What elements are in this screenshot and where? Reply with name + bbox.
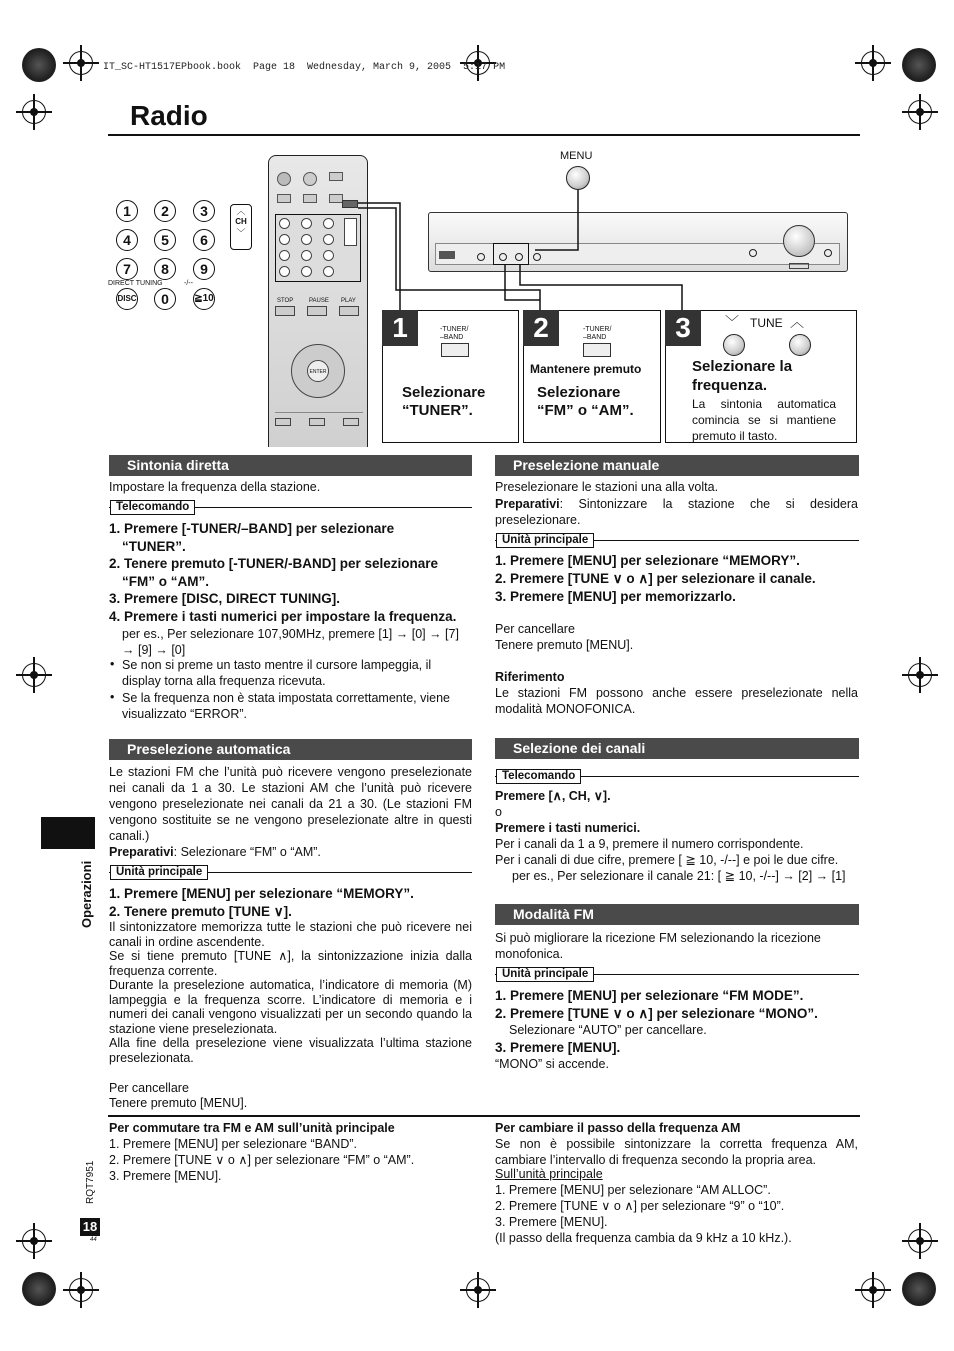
ten-key: ≧10 xyxy=(193,288,215,310)
registration-mark xyxy=(855,1272,891,1308)
footer-right-intro: Se non è possibile sintonizzare la corretta frequenza AM, cambiare l’intervallo di frequenza secondo la propria area. xyxy=(495,1137,858,1167)
step1-button-label: -TUNER/ –BAND xyxy=(440,326,469,341)
registration-mark xyxy=(460,1272,496,1308)
fm-sub-3: “MONO” si accende. xyxy=(495,1057,609,1071)
num-key-2: 2 xyxy=(154,200,176,222)
step2-hold-text: Mantenere premuto xyxy=(530,362,642,376)
footer-left-line-1: 1. Premere [MENU] per selezionare “BAND”. xyxy=(109,1137,357,1151)
channel-or: o xyxy=(495,805,502,819)
num-key-8: 8 xyxy=(154,258,176,280)
manual-prep-label: Preparativi xyxy=(495,497,560,511)
step2-text: Selezionare “FM” o “AM”. xyxy=(537,384,634,419)
page-number: 18 xyxy=(80,1218,100,1236)
tag-unita-principale: Unità principale xyxy=(496,967,594,982)
disc-key: DISC xyxy=(116,288,138,310)
num-key-6: 6 xyxy=(193,229,215,251)
fm-step-1: 1. Premere [MENU] per selezionare “FM MODE”. xyxy=(495,988,804,1003)
fm-step-3: 3. Premere [MENU]. xyxy=(495,1040,621,1055)
manual-step-3: 3. Premere [MENU] per memorizzarlo. xyxy=(495,589,736,604)
manual-prep-text: : Sintonizzare la stazione che si desidera preselezionare. xyxy=(495,497,858,527)
chevron-down-icon: ﹀ xyxy=(725,314,739,330)
auto-body-3: Durante la preselezione automatica, l’indicatore di memoria (M) lampeggia e la frequenza scorre. L’indicatore di memoria e i numeri dei canali vengono visualizzati per un secondo quando la stazione viene preselezionata. xyxy=(109,978,472,1036)
manual-cancel-text: Tenere premuto [MENU]. xyxy=(495,638,634,652)
channel-line-2: Premere i tasti numerici. xyxy=(495,821,641,835)
manual-step-2: 2. Premere [TUNE ∨ o ∧] per selezionare il canale. xyxy=(495,571,816,586)
step1-text: Selezionare “TUNER”. xyxy=(402,384,486,419)
bullet-icon: • xyxy=(110,657,115,671)
auto-cancel-text: Tenere premuto [MENU]. xyxy=(109,1096,248,1110)
footer-right-sub: Sull’unità principale xyxy=(495,1167,603,1181)
doc-code: RQT7951 xyxy=(85,1160,96,1204)
step1-number: 1 xyxy=(382,310,418,346)
tune-label: TUNE xyxy=(750,316,783,330)
side-label: Operazioni xyxy=(79,860,94,928)
num-key-9: 9 xyxy=(193,258,215,280)
auto-cancel-title: Per cancellare xyxy=(109,1081,189,1095)
footer-left-line-2: 2. Premere [TUNE ∨ o ∧] per selezionare “FM” o “AM”. xyxy=(109,1153,415,1167)
section-heading-preselezione-manuale: Preselezione manuale xyxy=(495,455,859,476)
step2-tuner-band-button[interactable] xyxy=(583,343,611,357)
footer-right-line-3: 3. Premere [MENU]. xyxy=(495,1215,608,1229)
registration-mark xyxy=(63,1272,99,1308)
small-number: 44 xyxy=(90,1237,97,1243)
step2-number: 2 xyxy=(523,310,559,346)
sintonia-step-3: 3. Premere [DISC, DIRECT TUNING]. xyxy=(109,591,341,606)
auto-step-2: 2. Tenere premuto [TUNE ∨]. xyxy=(109,904,292,919)
section-heading-preselezione-automatica: Preselezione automatica xyxy=(109,739,472,760)
step3-title: Selezionare la frequenza. xyxy=(692,358,793,394)
step3-text: La sintonia automatica comincia se si mantiene premuto il tasto. xyxy=(692,397,836,443)
tag-telecomando: Telecomando xyxy=(496,769,581,784)
sintonia-bullet-1: Se non si preme un tasto mentre il cursore lampeggia, il display torna alla frequenza ricevuta. xyxy=(122,658,432,688)
remote-enter-button: ENTER xyxy=(307,360,329,382)
step3-number: 3 xyxy=(665,310,701,346)
footer-rule xyxy=(108,1115,860,1117)
tune-up-button[interactable] xyxy=(789,334,811,356)
num-key-4: 4 xyxy=(116,229,138,251)
header-line: IT_SC-HT1517EPbook.book Page 18 Wednesday, March 9, 2005 5:17 PM xyxy=(103,62,506,73)
page-title: Radio xyxy=(130,100,208,131)
auto-prep-text: : Selezionare “FM” o “AM”. xyxy=(173,845,321,859)
chevron-down-icon: ﹀ xyxy=(236,228,246,238)
auto-body-2: Se si tiene premuto [TUNE ∧], la sintonizzazione inizia dalla frequenza corrente. xyxy=(109,949,472,978)
channel-line-5: per es., Per selezionare il canale 21: [ ≧ 10, -/--] → [2] → [1] xyxy=(512,869,846,883)
channel-line-4: Per i canali di due cifre, premere [ ≧ 10, -/--] e poi le due cifre. xyxy=(495,853,839,867)
manual-ref-title: Riferimento xyxy=(495,670,565,684)
tune-down-button[interactable] xyxy=(723,334,745,356)
registration-mark xyxy=(902,1223,938,1259)
auto-prep xyxy=(109,844,321,860)
footer-left-title: Per commutare tra FM e AM sull’unità principale xyxy=(109,1121,395,1135)
sintonia-intro: Impostare la frequenza della stazione. xyxy=(109,480,321,494)
fm-intro: Si può migliorare la ricezione FM selezionando la ricezione monofonica. xyxy=(495,931,821,961)
num-key-0: 0 xyxy=(154,288,176,310)
direct-tuning-label: DIRECT TUNING xyxy=(108,280,163,287)
auto-prep-label: Preparativi xyxy=(109,845,174,859)
tag-unita-principale: Unità principale xyxy=(496,533,594,548)
auto-step-1: 1. Premere [MENU] per selezionare “MEMORY”. xyxy=(109,886,414,901)
num-key-7: 7 xyxy=(116,258,138,280)
auto-body-4: Alla fine della preselezione viene visualizzata l’ultima stazione preselezionata. xyxy=(109,1036,472,1065)
step1-tuner-band-button[interactable] xyxy=(441,343,469,357)
tag-telecomando: Telecomando xyxy=(110,500,195,515)
ch-label: CH xyxy=(235,217,247,226)
manual-ref-text: Le stazioni FM possono anche essere preselezionate nella modalità MONOFONICA. xyxy=(495,686,858,716)
remote-pause-label: PAUSE xyxy=(309,298,329,304)
manual-cancel-title: Per cancellare xyxy=(495,622,575,636)
minus-label: -/-- xyxy=(184,280,193,287)
section-heading-selezione-canali: Selezione dei canali xyxy=(495,738,859,759)
auto-intro: Le stazioni FM che l’unità può ricevere vengono preselezionate nei canali da 1 a 30. Le stazioni AM che l’unità può ricevere vengono preselezionate nei canali da 21 a 30. (Le stazioni FM vengono sostituite se ne vengono preselezionate altre in questi canali.) xyxy=(109,765,472,843)
fm-sub-2: Selezionare “AUTO” per cancellare. xyxy=(509,1023,707,1037)
remote-play-label: PLAY xyxy=(341,298,356,304)
num-key-5: 5 xyxy=(154,229,176,251)
footer-left-line-3: 3. Premere [MENU]. xyxy=(109,1169,222,1183)
corner-dot xyxy=(22,1272,56,1306)
step2-button-label: -TUNER/ –BAND xyxy=(583,326,612,341)
sintonia-example: per es., Per selezionare 107,90MHz, premere [1] → [0] → [7] → [9] → [0] xyxy=(122,627,459,657)
footer-right-line-2: 2. Premere [TUNE ∨ o ∧] per selezionare “9” o “10”. xyxy=(495,1199,785,1213)
sintonia-bullet-2: Se la frequenza non è stata impostata correttamente, viene visualizzato “ERROR”. xyxy=(122,691,450,721)
manual-step-1: 1. Premere [MENU] per selezionare “MEMORY”. xyxy=(495,553,800,568)
channel-line-1: Premere [∧, CH, ∨]. xyxy=(495,789,611,803)
registration-mark xyxy=(902,657,938,693)
manual-prep xyxy=(495,496,858,528)
footer-right-line-4: (Il passo della frequenza cambia da 9 kHz a 10 kHz.). xyxy=(495,1231,792,1245)
section-heading-sintonia-diretta: Sintonia diretta xyxy=(109,455,472,476)
menu-label: MENU xyxy=(560,150,593,162)
section-heading-modalita-fm: Modalità FM xyxy=(495,904,859,925)
fm-step-2: 2. Premere [TUNE ∨ o ∧] per selezionare “MONO”. xyxy=(495,1006,818,1021)
chevron-up-icon: ︿ xyxy=(790,314,804,330)
registration-mark xyxy=(16,1223,52,1259)
tag-unita-principale: Unità principale xyxy=(110,865,208,880)
registration-mark xyxy=(16,657,52,693)
chevron-up-icon: ︿ xyxy=(236,206,246,216)
remote-stop-label: STOP xyxy=(277,298,294,304)
auto-body-1: Il sintonizzatore memorizza tutte le stazioni che può ricevere nei canali in ordine ascendente. xyxy=(109,920,472,949)
num-key-3: 3 xyxy=(193,200,215,222)
corner-dot xyxy=(902,1272,936,1306)
sintonia-step-4: 4. Premere i tasti numerici per impostare la frequenza. xyxy=(109,609,457,624)
channel-line-3: Per i canali da 1 a 9, premere il numero corrispondente. xyxy=(495,837,804,851)
footer-right-line-1: 1. Premere [MENU] per selezionare “AM ALLOC”. xyxy=(495,1183,771,1197)
num-key-1: 1 xyxy=(116,200,138,222)
manual-intro: Preselezionare le stazioni una alla volta. xyxy=(495,480,719,494)
sintonia-step-2: 2. Tenere premuto [-TUNER/-BAND] per selezionare “FM” o “AM”. xyxy=(109,556,439,589)
bullet-icon: • xyxy=(110,690,115,704)
sintonia-step-1: 1. Premere [-TUNER/–BAND] per selezionare “TUNER”. xyxy=(109,521,395,554)
footer-right-title: Per cambiare il passo della frequenza AM xyxy=(495,1121,741,1135)
